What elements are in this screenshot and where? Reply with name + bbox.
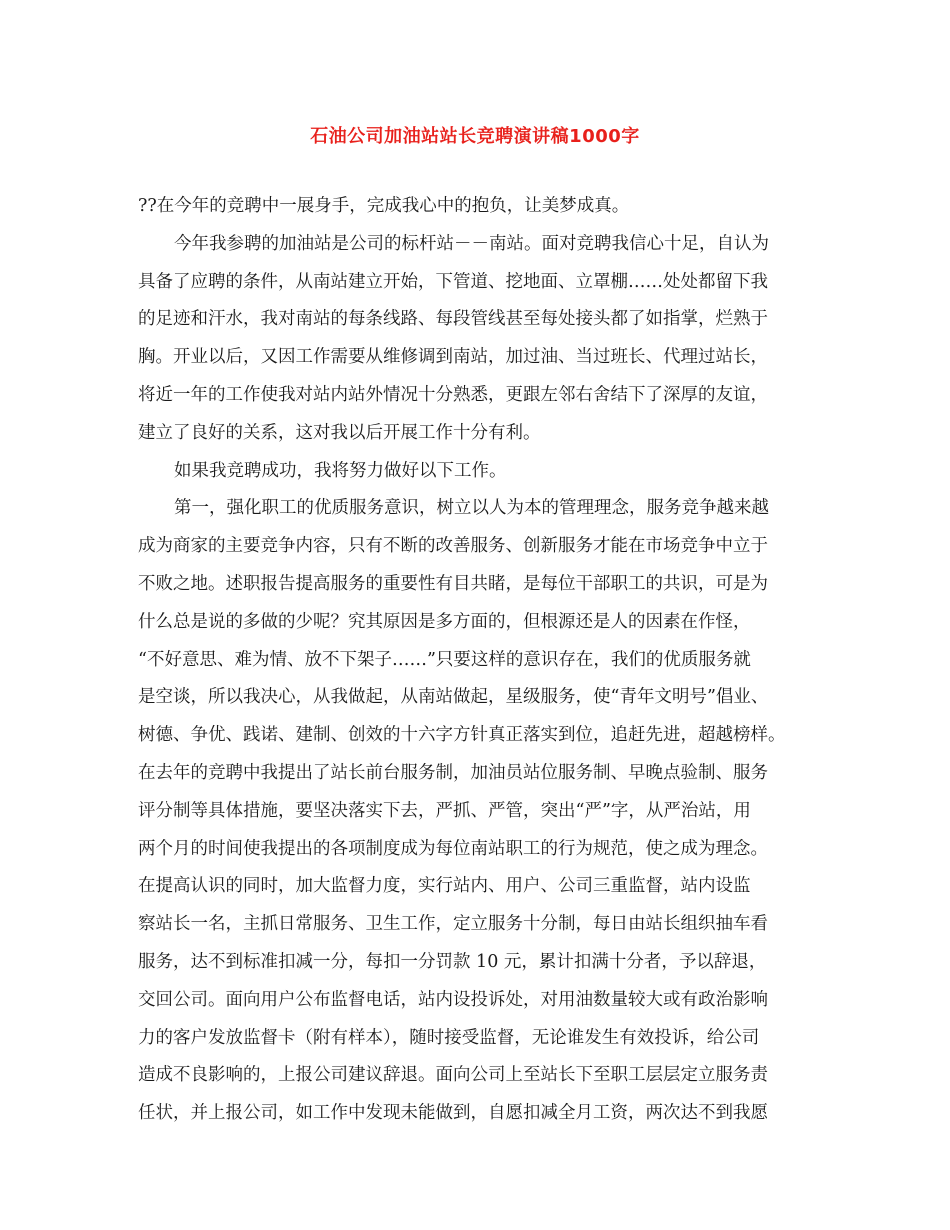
document-title: 石油公司加油站站长竞聘演讲稿1000字 <box>310 126 640 147</box>
text-line: 胸。开业以后，又因工作需要从维修调到南站，加过油、当过班长、代理过站长， <box>138 347 768 368</box>
text-line: 如果我竞聘成功，我将努力做好以下工作。 <box>174 460 507 481</box>
text-line: 是空谈，所以我决心，从我做起，从南站做起，星级服务，使“青年文明号”倡业、 <box>138 687 769 708</box>
text-line: 树德、争优、践诺、建制、创效的十六字方针真正落实到位，追赶先进，超越榜样。 <box>138 725 786 746</box>
text-line: 在去年的竞聘中我提出了站长前台服务制，加油员站位服务制、早晚点验制、服务 <box>138 762 768 783</box>
text-line: 不败之地。述职报告提高服务的重要性有目共睹，是每位干部职工的共识，可是为 <box>138 573 768 594</box>
text-line: 力的客户发放监督卡（附有样本），随时接受监督，无论谁发生有效投诉，给公司 <box>138 1027 760 1048</box>
document-body <box>138 188 828 1133</box>
text-line: 评分制等具体措施，要坚决落实下去，严抓、严管，突出“严”字，从严治站，用 <box>138 800 751 821</box>
text-line: 察站长一名，主抓日常服务、卫生工作，定立服务十分制，每日由站长组织抽车看 <box>138 914 768 935</box>
text-line: 任状，并上报公司，如工作中发现未能做到，自愿扣减全月工资，两次达不到我愿 <box>138 1103 768 1124</box>
text-line: 建立了良好的关系，这对我以后开展工作十分有利。 <box>138 422 541 443</box>
text-line: 具备了应聘的条件，从南站建立开始，下管道、挖地面、立罩棚……处处都留下我 <box>138 271 768 292</box>
text-line: 今年我参聘的加油站是公司的标杆站－－南站。面对竞聘我信心十足，自认为 <box>174 233 769 254</box>
text-line: ??在今年的竞聘中一展身手，完成我心中的抱负，让美梦成真。 <box>138 196 630 216</box>
text-line: 的足迹和汗水，我对南站的每条线路、每段管线甚至每处接头都了如指掌，烂熟于 <box>138 309 768 330</box>
text-line: 成为商家的主要竞争内容，只有不断的改善服务、创新服务才能在市场竞争中立于 <box>138 536 768 557</box>
text-line: 在提高认识的同时，加大监督力度，实行站内、用户、公司三重监督，站内设监 <box>138 876 751 897</box>
text-line: 第一，强化职工的优质服务意识，树立以人为本的管理理念，服务竞争越来越 <box>174 498 769 519</box>
text-line: 服务，达不到标准扣减一分，每扣一分罚款 10 元，累计扣满十分者，予以辞退， <box>138 951 767 972</box>
text-line: 什么总是说的多做的少呢？究其原因是多方面的，但根源还是人的因素在作怪， <box>138 611 751 632</box>
text-line: “不好意思、难为情、放不下架子……”只要这样的意识存在，我们的优质服务就 <box>138 649 751 670</box>
text-line: 造成不良影响的，上报公司建议辞退。面向公司上至站长下至职工层层定立服务责 <box>138 1065 768 1086</box>
text-line: 将近一年的工作使我对站内站外情况十分熟悉，更跟左邻右舍结下了深厚的友谊， <box>138 384 768 405</box>
text-line: 两个月的时间使我提出的各项制度成为每位南站职工的行为规范，使之成为理念。 <box>138 838 768 859</box>
text-line: 交回公司。面向用户公布监督电话，站内设投诉处，对用油数量较大或有政治影响 <box>138 989 768 1010</box>
